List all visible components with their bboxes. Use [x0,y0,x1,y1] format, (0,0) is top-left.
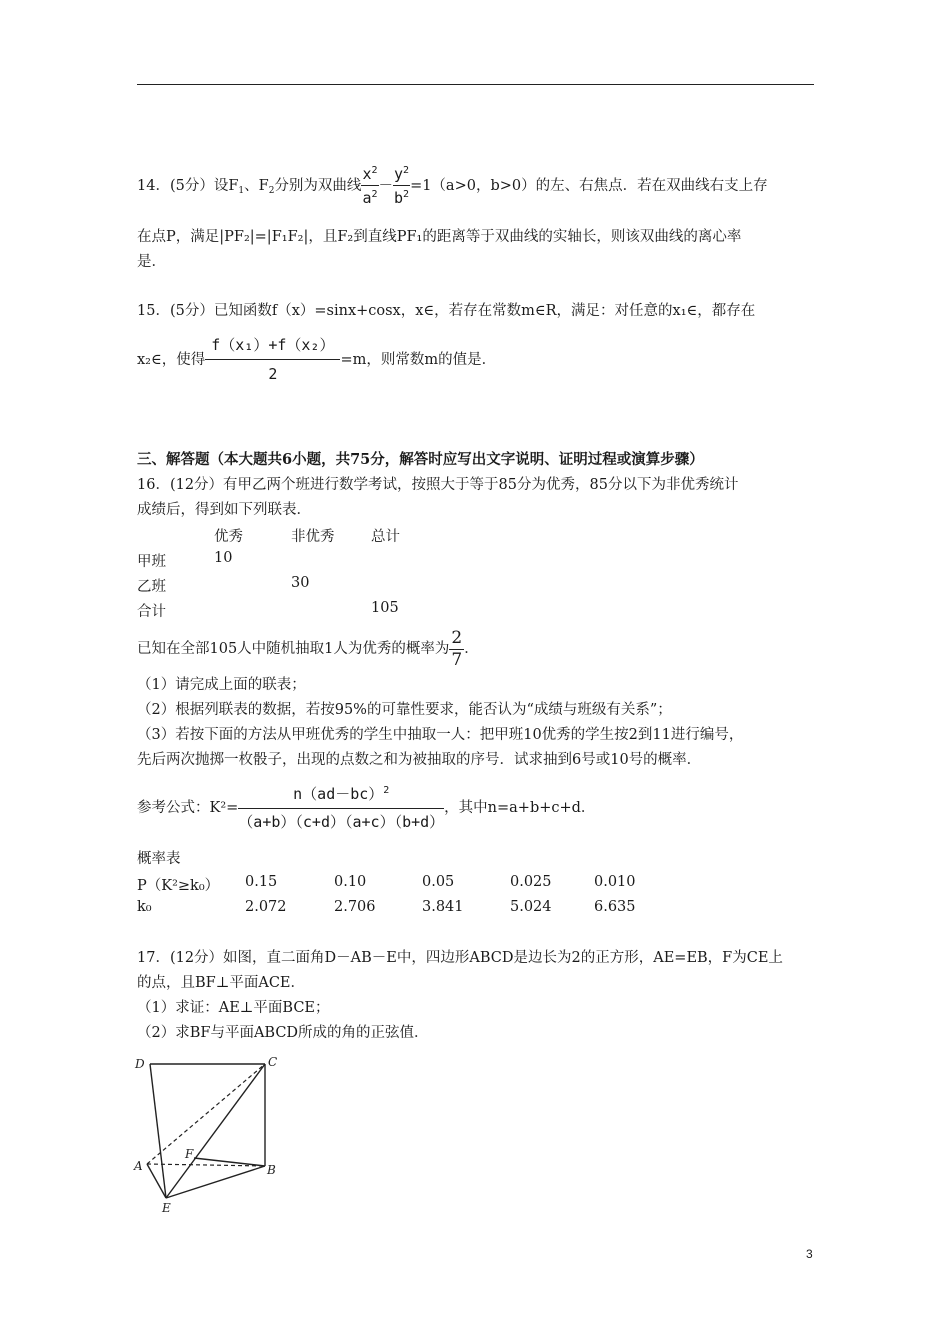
q17-line1: 17．(12分）如图，直二面角D－AB－E中，四边形ABCD是边长为2的正方形，AE=EB，F为CE上 [137,950,783,966]
q16-probability-line: 已知在全部105人中随机抽取1人为优秀的概率为 $\frac{2}{7}$ ． [137,627,479,670]
q14-line3: 是． [137,254,166,270]
page-number: 3 [806,1247,813,1261]
table-header: 优秀 [214,529,243,545]
q14-line2: 在点P，满足|PF₂|=|F₁F₂|，且F₂到直线PF₁的距离等于双曲线的实轴长，则该双曲线的离心率 [137,229,742,245]
probability-fraction: $\frac{2}{7}$ [451,627,463,670]
prob-table-cell: 0.010 [594,874,636,890]
prob-table-cell: 0.05 [422,874,455,890]
table-row-label: 乙班 [137,579,166,595]
table-header: 非优秀 [291,529,335,545]
prob-table-cell: 3.841 [422,899,464,915]
label-D: D [135,1057,145,1071]
q16-sub3b: 先后两次抛掷一枚骰子，出现的点数之和为被抽取的序号．试求抽到6号或10号的概率． [137,752,702,768]
q17-sub1: （1）求证：AE⊥平面BCE； [137,1000,330,1016]
label-A: A [134,1159,143,1173]
diagonal-AC [147,1064,265,1164]
label-B: B [267,1163,276,1177]
table-header: 总计 [371,529,400,545]
q17-sub2: （2）求BF与平面ABCD所成的角的正弦值． [137,1025,429,1041]
table-row-label: 合计 [137,604,166,620]
q16-line1: 16．(12分）有甲乙两个班进行数学考试，按照大于等于85分为优秀，85分以下为非优秀统计 [137,477,739,493]
prob-table-cell: 2.706 [334,899,376,915]
chi-square-fraction: $\frac{n(ad-bc)^2}{(a+b)(c+d)(a+c)(b+d)}$ [238,785,445,831]
prob-table-label: P（K²≥k₀） [137,878,220,894]
q14-line1: 14．(5分）设$F_1$、$F_2$分别为双曲线 $\frac{x^2}{a^2}$ － $\frac{y^2}{b^2}$ =1（a>0，b>0）的左、右焦点．若在双曲线右支上存 [137,165,768,207]
prob-table-cell: 0.15 [245,874,278,890]
prob-table-cell: 0.10 [334,874,367,890]
prob-table-cell: 2.072 [245,899,287,915]
q16-sub3a: （3）若按下面的方法从甲班优秀的学生中抽取一人：把甲班10优秀的学生按2到11进行编号， [137,727,744,743]
edge-BE [166,1166,265,1198]
label-F: F [185,1147,194,1161]
prob-table-label: k₀ [137,899,152,915]
reference-formula: 参考公式：K²= $\frac{n(ad-bc)^2}{(a+b)(c+d)(a+c)(b+d)}$ ，其中n=a+b+c+d． [137,785,596,831]
hyperbola-fraction-x: $\frac{x^2}{a^2}$ [362,165,378,207]
prob-table-title: 概率表 [137,851,181,867]
prob-table-cell: 6.635 [594,899,636,915]
q15-line1: 15．(5分）已知函数f（x）=sinx+cosx，x∈，若存在常数m∈R，满足：对任意的x₁∈，都存在 [137,303,756,319]
header-rule [137,84,814,85]
edge-DE [150,1064,166,1198]
edge-CE [166,1064,265,1198]
dihedral-figure [130,1048,290,1218]
q16-sub1: （1）请完成上面的联表； [137,677,306,693]
label-C: C [268,1055,278,1069]
section-heading: 三、解答题（本大题共6小题，共75分，解答时应写出文字说明、证明过程或演算步骤） [137,451,704,468]
hyperbola-fraction-y: $\frac{y^2}{b^2}$ [394,165,410,207]
prob-table-cell: 0.025 [510,874,552,890]
q17-line2: 的点，且BF⊥平面ACE． [137,975,306,991]
q16-line2: 成绩后，得到如下列联表． [137,502,311,518]
q16-sub2: （2）根据列联表的数据，若按95%的可靠性要求，能否认为“成绩与班级有关系”； [137,702,672,718]
table-row-label: 甲班 [137,554,166,570]
table-cell: 105 [371,600,399,616]
q15-line2: x₂∈，使得 $\frac{\text{f（x₁）+f（x₂）}}{2}$ =m，则常数m的值是． [137,336,497,383]
average-fraction: $\frac{\text{f（x₁）+f（x₂）}}{2}$ [205,338,340,382]
prob-table-cell: 5.024 [510,899,552,915]
table-cell: 10 [214,550,233,566]
label-E: E [162,1201,171,1215]
table-cell: 30 [291,575,310,591]
